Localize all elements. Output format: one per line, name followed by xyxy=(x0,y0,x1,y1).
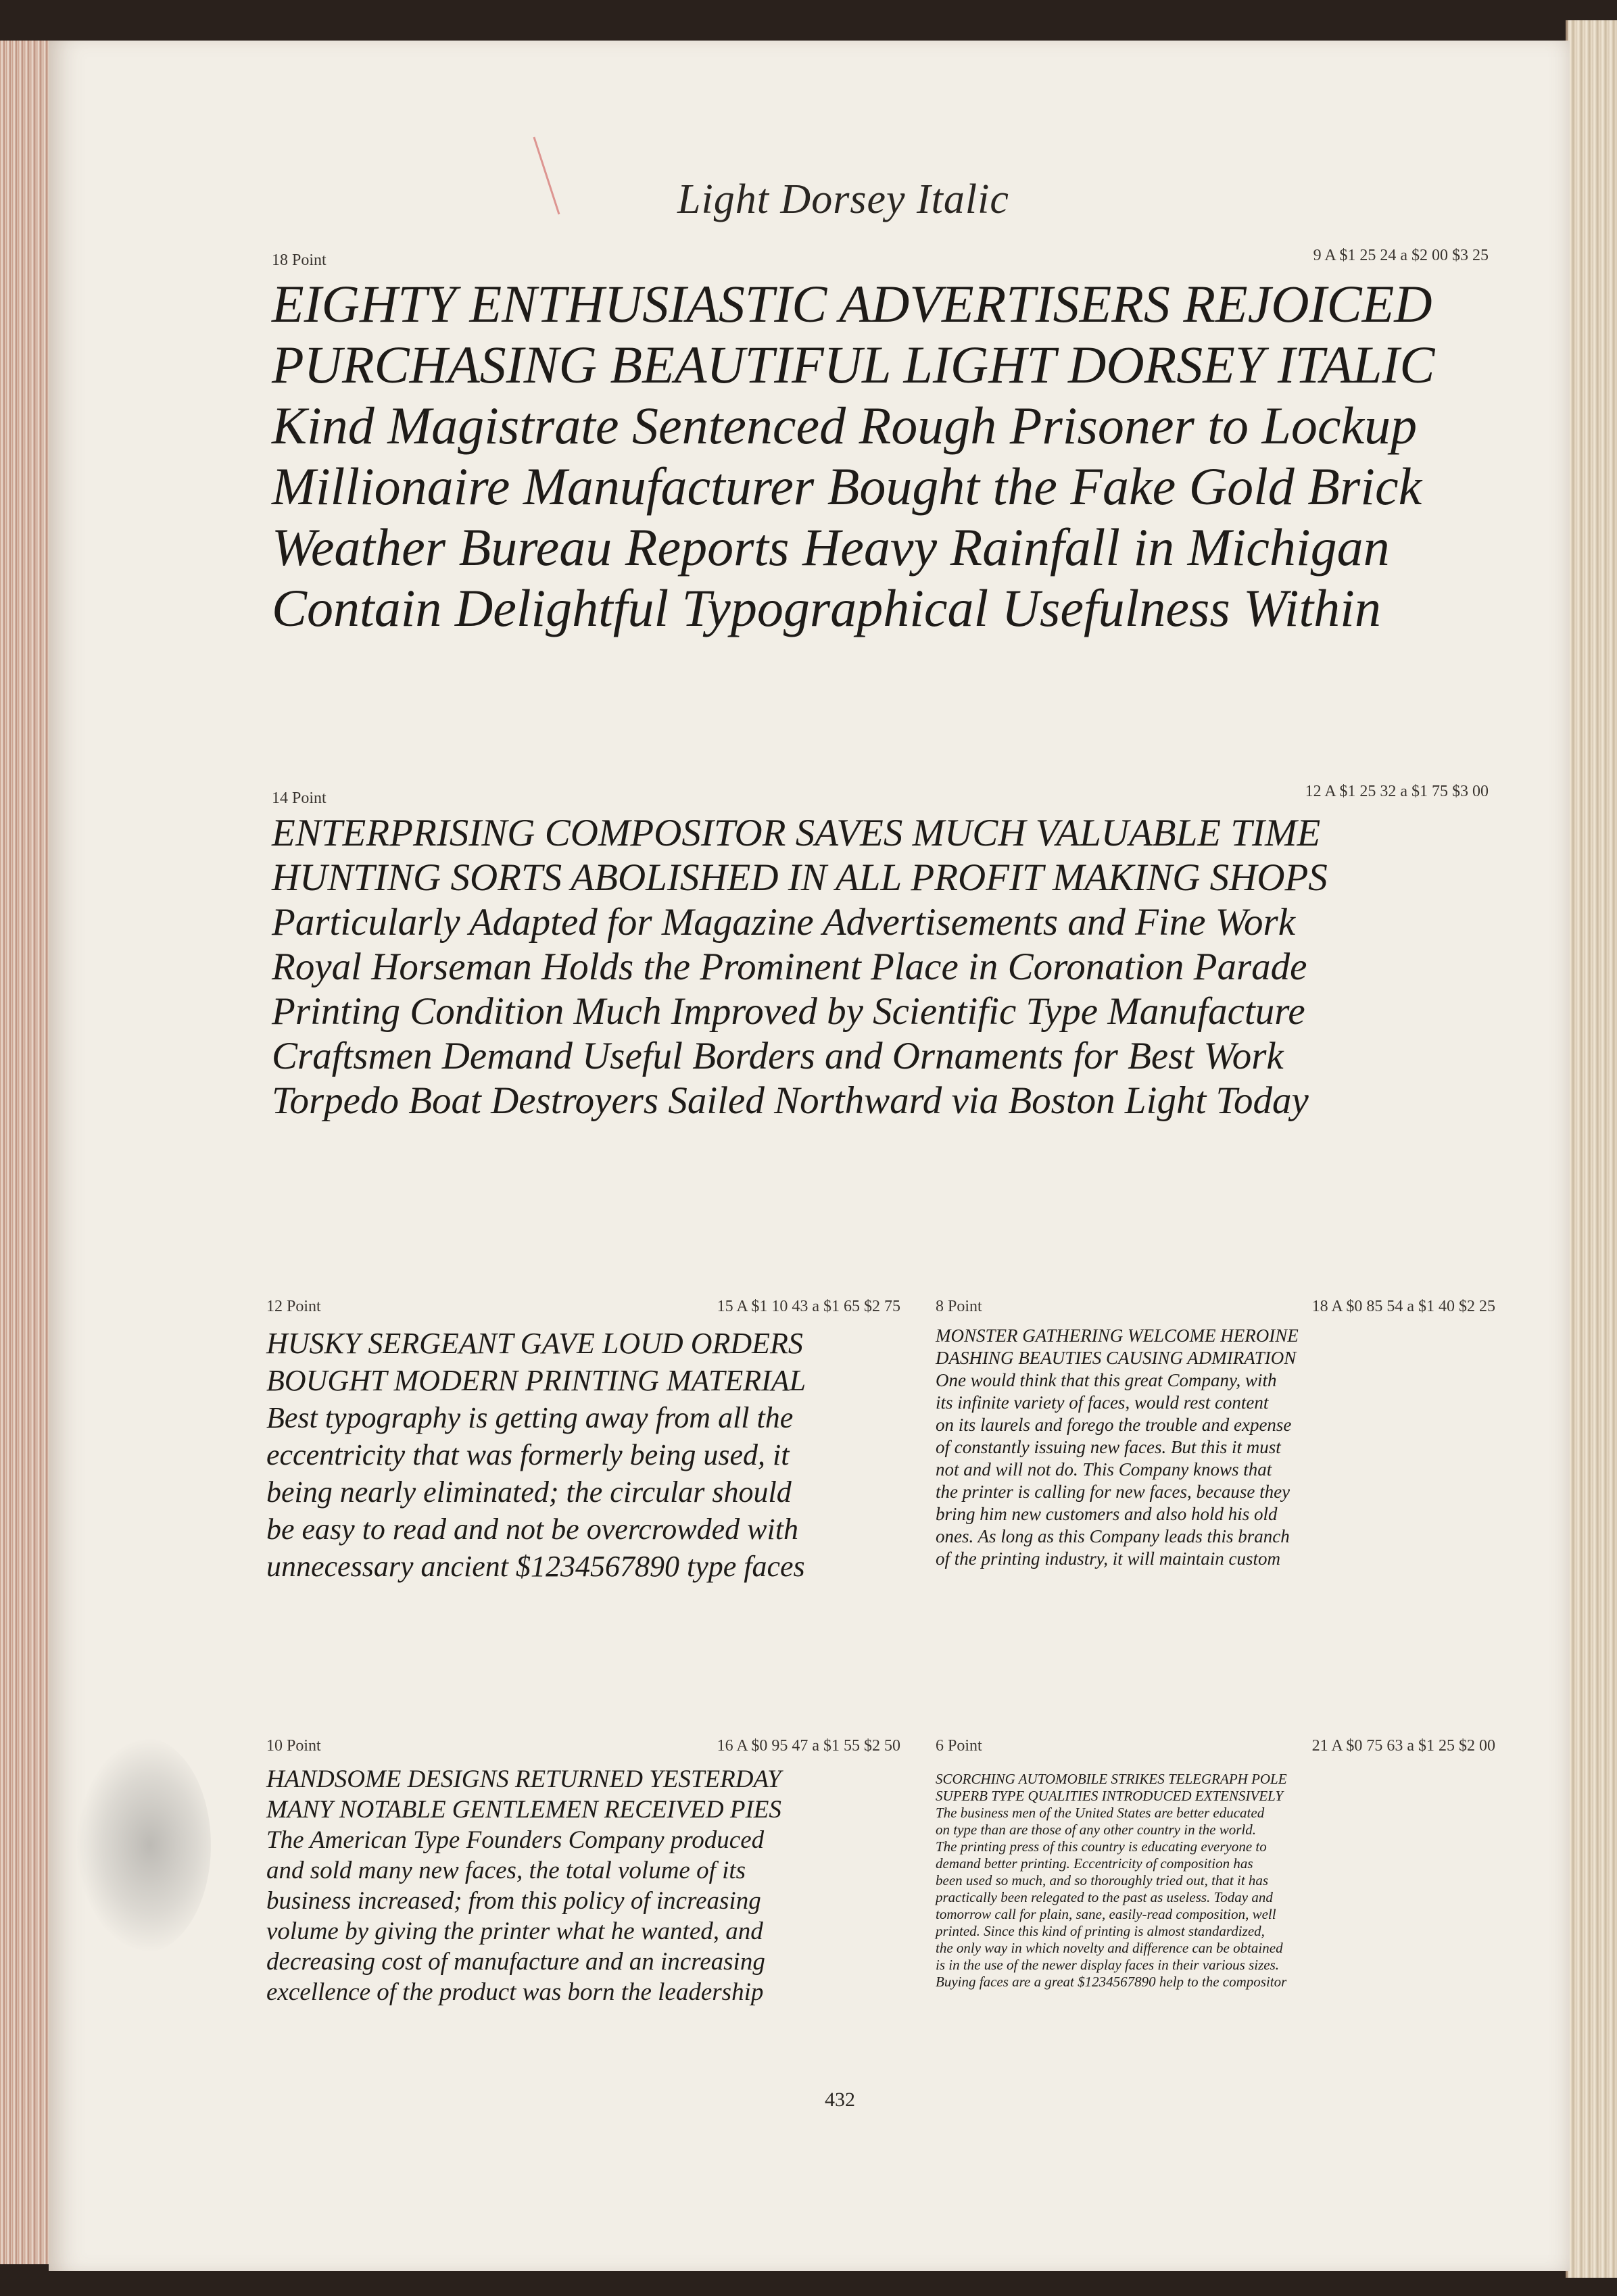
book-right-page-edges xyxy=(1566,20,1617,2278)
specimen-line: EIGHTY ENTHUSIASTIC ADVERTISERS REJOICED xyxy=(272,274,1432,333)
specimen-line: MONSTER GATHERING WELCOME HEROINE xyxy=(936,1325,1299,1346)
section-size-label: 6 Point xyxy=(936,1737,982,1755)
book-left-page-edges xyxy=(0,41,50,2264)
specimen-line: printed. Since this kind of printing is almost standardized, xyxy=(936,1923,1265,1939)
specimen-line: on type than are those of any other country in the world. xyxy=(936,1822,1256,1838)
specimen-line: SUPERB TYPE QUALITIES INTRODUCED EXTENSIVELY xyxy=(936,1788,1284,1804)
section-price: 18 A $0 85 54 a $1 40 $2 25 xyxy=(1311,1298,1495,1315)
specimen-line: PURCHASING BEAUTIFUL LIGHT DORSEY ITALIC xyxy=(272,335,1435,394)
specimen-line: unnecessary ancient $1234567890 type faces xyxy=(266,1550,805,1583)
specimen-line: business increased; from this policy of increasing xyxy=(266,1887,761,1915)
specimen-line: practically been relegated to the past as useless. Today and xyxy=(936,1889,1273,1905)
specimen-line: demand better printing. Eccentricity of composition has xyxy=(936,1855,1253,1872)
section-price: 9 A $1 25 24 a $2 00 $3 25 xyxy=(1313,247,1489,264)
specimen-line: Particularly Adapted for Magazine Advertisements and Fine Work xyxy=(272,901,1296,944)
specimen-line: HANDSOME DESIGNS RETURNED YESTERDAY xyxy=(266,1765,781,1793)
red-pencil-mark xyxy=(533,137,560,214)
specimen-line: Millionaire Manufacturer Bought the Fake Gold Brick xyxy=(272,457,1422,516)
specimen-line: its infinite variety of faces, would rest content xyxy=(936,1392,1269,1413)
thumbprint-smudge xyxy=(76,1737,211,1953)
section-size-label: 8 Point xyxy=(936,1298,982,1315)
specimen-line: HUNTING SORTS ABOLISHED IN ALL PROFIT MAKING SHOPS xyxy=(272,856,1328,899)
specimen-line: volume by giving the printer what he wanted, and xyxy=(266,1918,763,1945)
page-number: 432 xyxy=(825,2089,855,2111)
specimen-line: bring him new customers and also hold his old xyxy=(936,1504,1278,1524)
section-price: 21 A $0 75 63 a $1 25 $2 00 xyxy=(1311,1737,1495,1755)
specimen-line: be easy to read and not be overcrowded with xyxy=(266,1513,798,1546)
specimen-line: is in the use of the newer display faces in their various sizes. xyxy=(936,1957,1280,1973)
specimen-line: The American Type Founders Company produced xyxy=(266,1826,765,1854)
specimen-line: Printing Condition Much Improved by Scientific Type Manufacture xyxy=(272,990,1305,1033)
specimen-line: ENTERPRISING COMPOSITOR SAVES MUCH VALUABLE TIME xyxy=(272,812,1321,854)
specimen-line: DASHING BEAUTIES CAUSING ADMIRATION xyxy=(936,1348,1297,1368)
specimen-line: tomorrow call for plain, sane, easily-read composition, well xyxy=(936,1906,1276,1922)
section-price: 15 A $1 10 43 a $1 65 $2 75 xyxy=(717,1298,900,1315)
specimen-line: been used so much, and so thoroughly tried out, that it has xyxy=(936,1872,1269,1888)
specimen-line: of the printing industry, it will maintain custom xyxy=(936,1548,1281,1569)
section-price: 16 A $0 95 47 a $1 55 $2 50 xyxy=(717,1737,900,1755)
specimen-line: eccentricity that was formerly being used, it xyxy=(266,1438,790,1471)
specimen-line: Kind Magistrate Sentenced Rough Prisoner to Lockup xyxy=(272,396,1418,455)
specimen-line: Craftsmen Demand Useful Borders and Ornaments for Best Work xyxy=(272,1035,1284,1077)
specimen-line: Weather Bureau Reports Heavy Rainfall in Michigan xyxy=(272,518,1390,577)
section-size-label: 14 Point xyxy=(272,789,327,807)
page-title: Light Dorsey Italic xyxy=(677,176,1009,222)
specimen-line: MANY NOTABLE GENTLEMEN RECEIVED PIES xyxy=(266,1796,781,1824)
specimen-line: and sold many new faces, the total volume of its xyxy=(266,1857,746,1884)
specimen-line: Torpedo Boat Destroyers Sailed Northward via Boston Light Today xyxy=(272,1079,1309,1122)
specimen-line: The printing press of this country is educating everyone to xyxy=(936,1838,1267,1855)
specimen-line: Buying faces are a great $1234567890 help to the compositor xyxy=(936,1974,1287,1990)
section-price: 12 A $1 25 32 a $1 75 $3 00 xyxy=(1305,783,1489,800)
specimen-line: BOUGHT MODERN PRINTING MATERIAL xyxy=(266,1364,806,1397)
specimen-line: ones. As long as this Company leads this branch xyxy=(936,1526,1290,1546)
specimen-line: excellence of the product was born the leadership xyxy=(266,1978,764,2006)
specimen-line: on its laurels and forego the trouble and expense xyxy=(936,1415,1292,1435)
section-size-label: 18 Point xyxy=(272,251,327,269)
specimen-line: Royal Horseman Holds the Prominent Place in Coronation Parade xyxy=(272,946,1307,988)
specimen-line: decreasing cost of manufacture and an increasing xyxy=(266,1948,765,1976)
specimen-line: the printer is calling for new faces, because they xyxy=(936,1482,1290,1502)
specimen-page xyxy=(49,41,1570,2271)
specimen-line: SCORCHING AUTOMOBILE STRIKES TELEGRAPH POLE xyxy=(936,1771,1287,1787)
specimen-line: the only way in which novelty and difference can be obtained xyxy=(936,1940,1283,1956)
specimen-line: One would think that this great Company, with xyxy=(936,1370,1277,1390)
specimen-line: not and will not do. This Company knows that xyxy=(936,1459,1272,1480)
specimen-line: HUSKY SERGEANT GAVE LOUD ORDERS xyxy=(266,1327,803,1360)
specimen-line: Best typography is getting away from all the xyxy=(266,1401,794,1434)
specimen-line: being nearly eliminated; the circular should xyxy=(266,1475,792,1509)
specimen-line: The business men of the United States are better educated xyxy=(936,1805,1265,1821)
section-size-label: 10 Point xyxy=(266,1737,321,1755)
section-size-label: 12 Point xyxy=(266,1298,321,1315)
specimen-line: of constantly issuing new faces. But this it must xyxy=(936,1437,1281,1457)
specimen-line: Contain Delightful Typographical Usefulness Within xyxy=(272,579,1381,637)
